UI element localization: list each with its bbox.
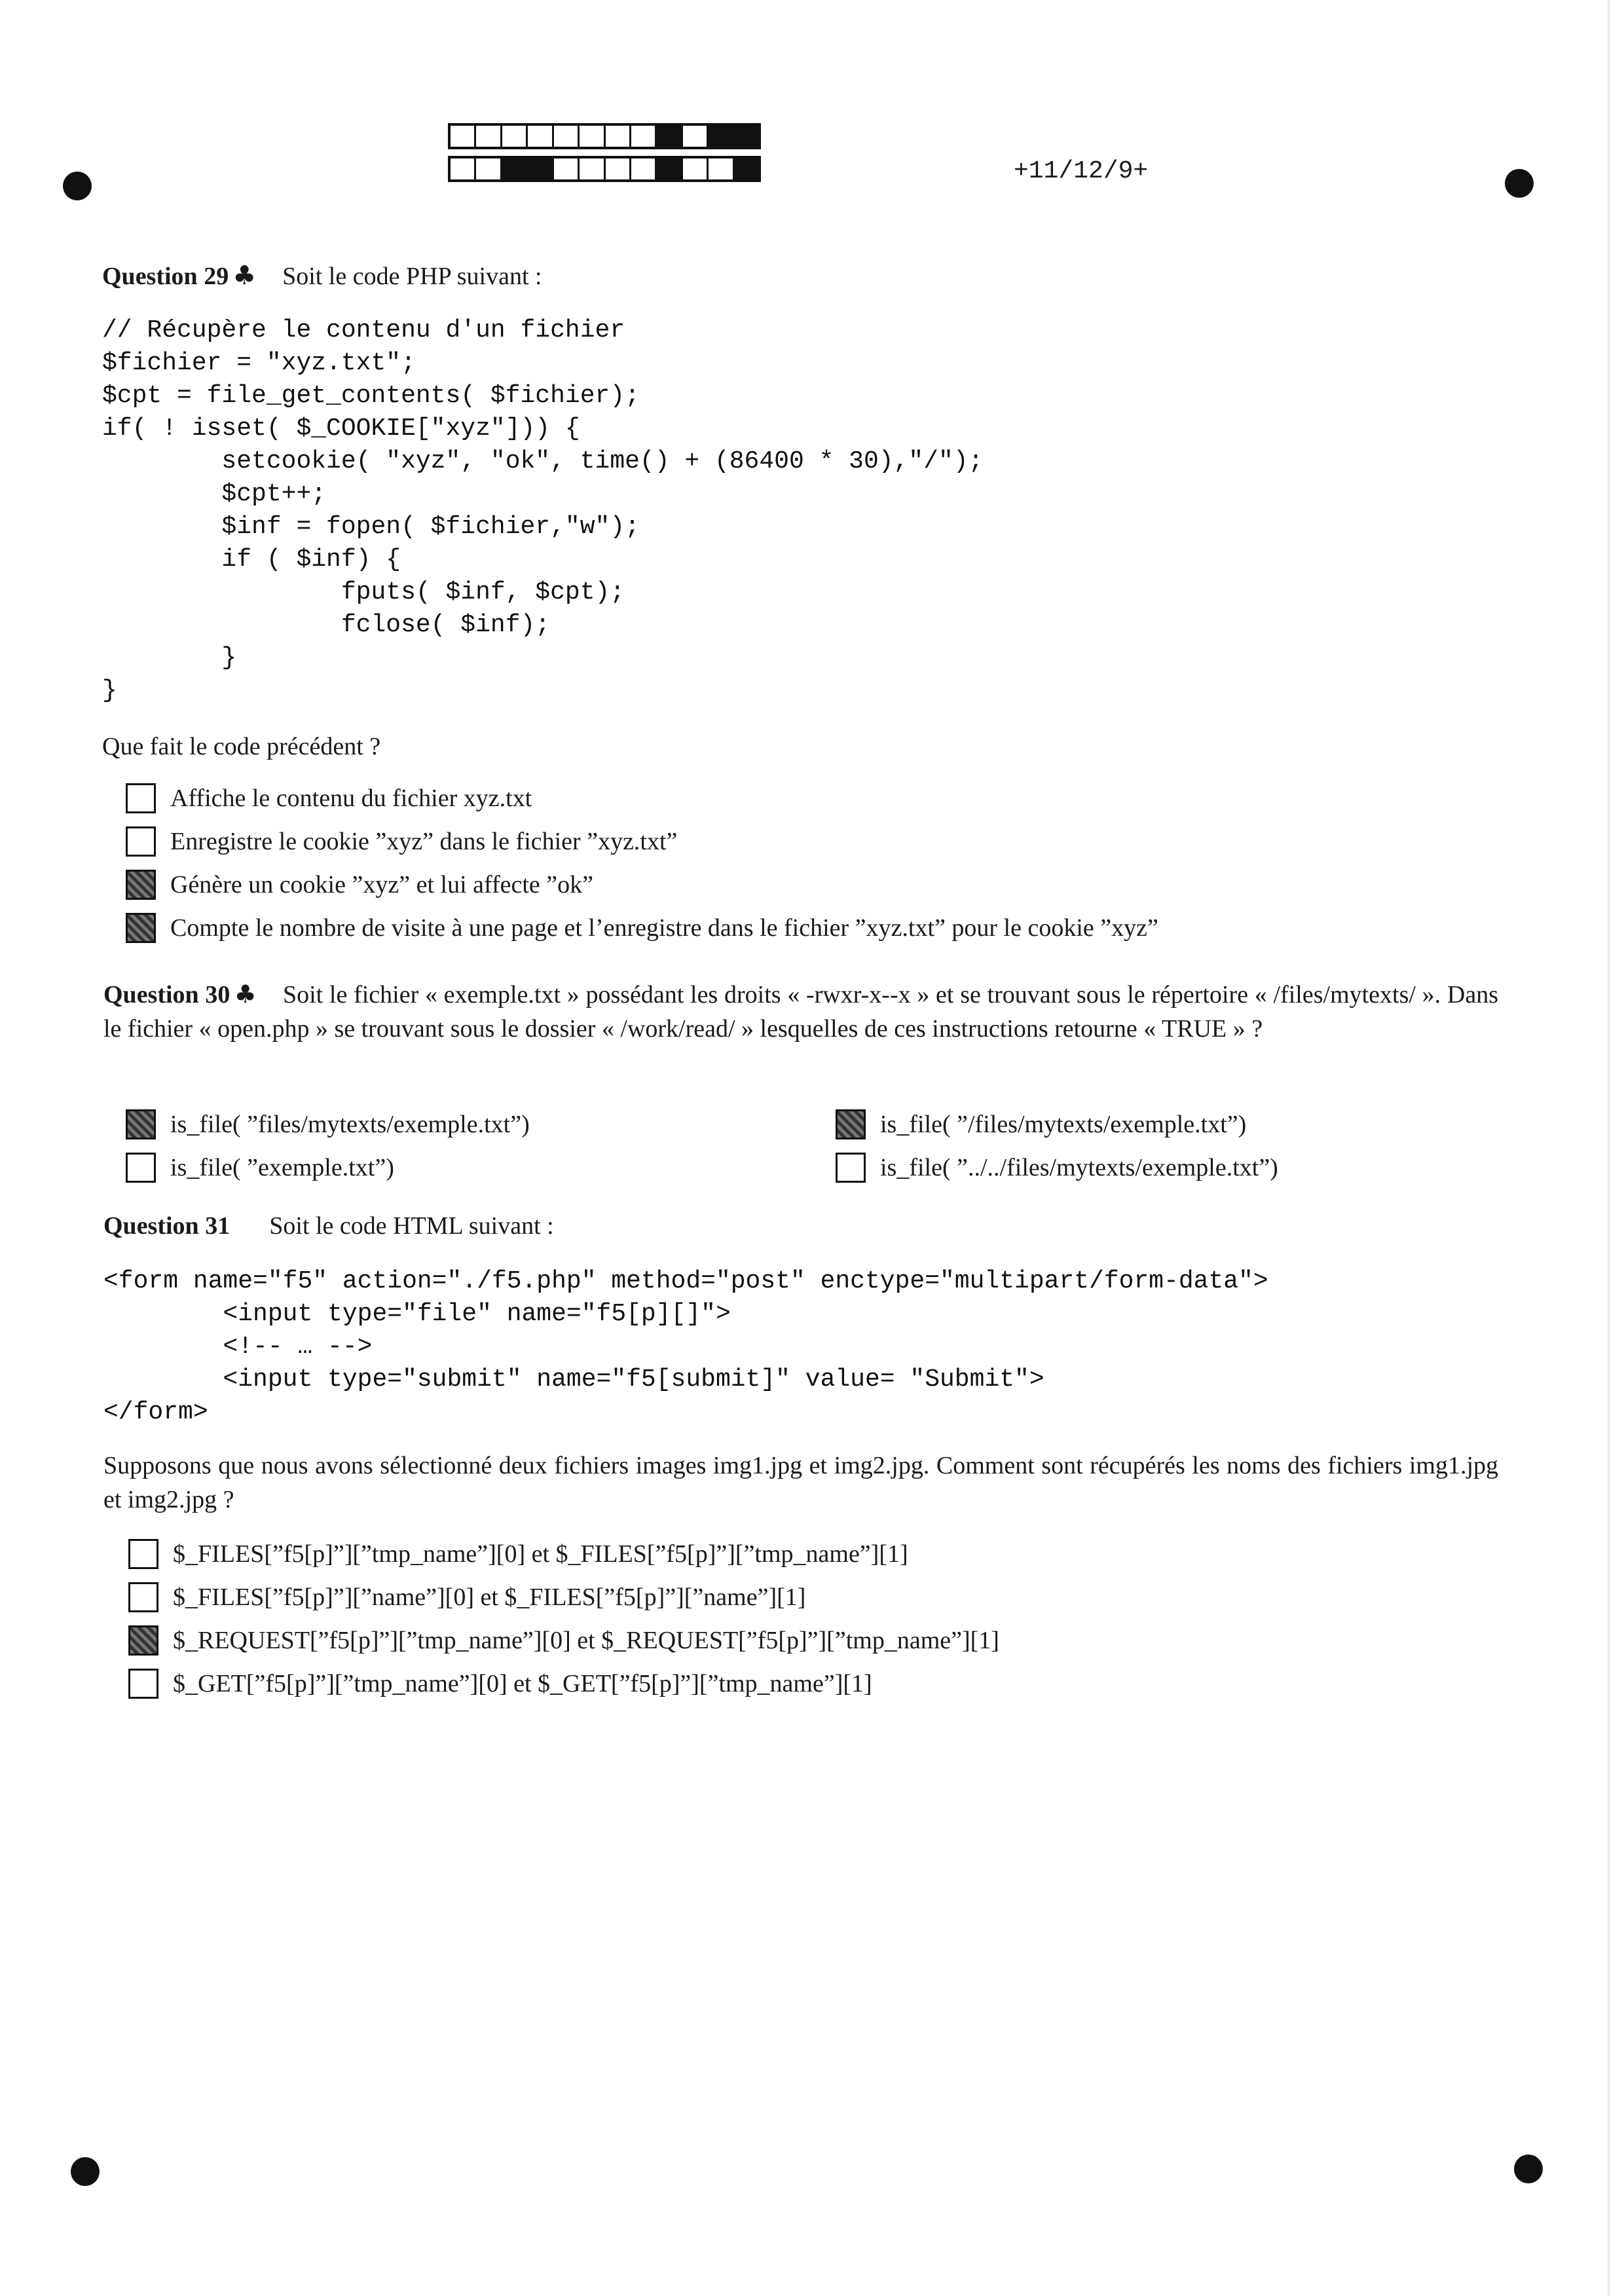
q29-answer-2[interactable] <box>126 826 677 857</box>
barcode-cell <box>606 158 631 179</box>
q29-answer-1[interactable] <box>126 783 532 813</box>
barcode-top-row <box>448 123 761 149</box>
checkbox[interactable] <box>126 913 156 943</box>
club-icon: ♣ <box>232 261 257 291</box>
barcode-cell <box>528 158 553 179</box>
q31-answer-1[interactable] <box>128 1539 908 1569</box>
checkbox[interactable] <box>128 1669 158 1699</box>
checkbox[interactable] <box>126 1153 156 1183</box>
question-30-intro: Soit le fichier « exemple.txt » possédant les droits « -rwxr-x--x » et se trouvant sous le répertoire « /files/mytexts/ ». Dans le fichier « open.php » se trouvant sous le dossier « /work/read/ » lesquelles de ces instructions retourne « TRUE » ? <box>103 981 1498 1043</box>
question-29-prompt: Que fait le code précédent ? <box>102 733 381 760</box>
answer-label: $_FILES[”f5[p]”][”tmp_name”][0] et $_FILES[”f5[p]”][”tmp_name”][1] <box>173 1540 908 1568</box>
barcode-cell <box>502 158 528 179</box>
barcode-cell <box>657 158 682 179</box>
answer-label: is_file( ”/files/mytexts/exemple.txt”) <box>880 1111 1247 1138</box>
answer-label: is_file( ”files/mytexts/exemple.txt”) <box>170 1111 530 1138</box>
checkbox[interactable] <box>836 1109 866 1139</box>
checkbox[interactable] <box>126 783 156 813</box>
answer-label: Génère un cookie ”xyz” et lui affecte ”ok” <box>170 871 593 898</box>
barcode-cell <box>735 126 758 147</box>
answer-label: $_REQUEST[”f5[p]”][”tmp_name”][0] et $_REQUEST[”f5[p]”][”tmp_name”][1] <box>173 1627 999 1654</box>
answer-label: Compte le nombre de visite à une page et l’enregistre dans le fichier ”xyz.txt” pour le cookie ”xyz” <box>170 914 1158 942</box>
q29-answer-3[interactable] <box>126 870 593 900</box>
barcode-cell <box>657 126 682 147</box>
question-31-prompt: Supposons que nous avons sélectionné deux fichiers images img1.jpg et img2.jpg. Comment sont récupérés les noms des fichiers img1.jpg et img2.jpg ? <box>103 1452 1498 1513</box>
registration-dot-bottom-left <box>71 2157 100 2186</box>
barcode-cell <box>709 126 734 147</box>
answer-label: $_FILES[”f5[p]”][”name”][0] et $_FILES[”f5[p]”][”name”][1] <box>173 1583 806 1611</box>
barcode-cell <box>580 126 605 147</box>
html-code-block: <form name="f5" action="./f5.php" method="post" enctype="multipart/form-data"> <input type="file" name="f5[p][]"> <!-- … --> <input type="submit" name="f5[submit]" value= "Submit"> </form> <box>103 1267 1268 1426</box>
registration-dot-top-right <box>1505 169 1534 198</box>
barcode-cell <box>735 158 758 179</box>
answer-label: Enregistre le cookie ”xyz” dans le fichier ”xyz.txt” <box>170 828 678 855</box>
club-icon: ♣ <box>234 980 257 1009</box>
checkbox[interactable] <box>126 826 156 857</box>
registration-dot-top-left <box>63 172 92 200</box>
q29-answer-4[interactable] <box>126 913 1158 943</box>
barcode-cell <box>683 158 709 179</box>
barcode-cell <box>476 158 502 179</box>
barcode-cell <box>451 158 476 179</box>
registration-dot-bottom-right <box>1514 2155 1543 2183</box>
q31-answer-4[interactable] <box>128 1669 872 1699</box>
answer-label: $_GET[”f5[p]”][”tmp_name”][0] et $_GET[”f5[p]”][”tmp_name”][1] <box>173 1670 872 1697</box>
barcode-cell <box>631 158 657 179</box>
barcode-cell <box>580 158 605 179</box>
barcode-cell <box>606 126 631 147</box>
q30-answer-4[interactable] <box>836 1153 1278 1183</box>
php-code-block: // Récupère le contenu d'un fichier $fichier = "xyz.txt"; $cpt = file_get_contents( $fichier); if( ! isset( $_COOKIE["xyz"])) { setcookie( "xyz", "ok", time() + (86400 * 30),"/"); $cpt++; $inf = fopen( $fichier,"w"); if ( $inf) { fputs( $inf, $cpt); fclose( $inf); } } <box>102 316 984 705</box>
q30-answer-1[interactable] <box>126 1109 530 1139</box>
barcode-cell <box>554 126 580 147</box>
barcode-cell <box>528 126 553 147</box>
page-code: +11/12/9+ <box>1014 157 1149 185</box>
barcode-bottom-row <box>448 156 761 182</box>
question-31-heading <box>103 1212 554 1240</box>
question-31-title: Question 31 <box>103 1212 231 1240</box>
checkbox[interactable] <box>128 1582 158 1612</box>
checkbox[interactable] <box>128 1625 158 1656</box>
question-29-heading <box>102 261 542 291</box>
question-30-heading <box>103 977 1498 1046</box>
checkbox[interactable] <box>836 1153 866 1183</box>
q31-answer-3[interactable] <box>128 1625 999 1656</box>
checkbox[interactable] <box>126 1109 156 1139</box>
question-31-intro: Soit le code HTML suivant : <box>269 1212 554 1240</box>
barcode-cell <box>631 126 657 147</box>
q30-answer-3[interactable] <box>126 1153 394 1183</box>
barcode-cell <box>709 158 734 179</box>
answer-label: Affiche le contenu du fichier xyz.txt <box>170 785 532 812</box>
answer-label: is_file( ”exemple.txt”) <box>170 1154 394 1181</box>
q31-answer-2[interactable] <box>128 1582 805 1612</box>
barcode-cell <box>683 126 709 147</box>
question-30-title: Question 30 <box>103 981 231 1009</box>
question-29-title: Question 29 <box>102 263 229 290</box>
barcode-cell <box>502 126 528 147</box>
barcode-cell <box>554 158 580 179</box>
q30-answer-2[interactable] <box>836 1109 1246 1139</box>
question-29-intro: Soit le code PHP suivant : <box>282 263 542 290</box>
barcode-cell <box>476 126 502 147</box>
checkbox[interactable] <box>126 870 156 900</box>
barcode-cell <box>451 126 476 147</box>
answer-label: is_file( ”../../files/mytexts/exemple.txt”) <box>880 1154 1278 1181</box>
checkbox[interactable] <box>128 1539 158 1569</box>
scan-edge-line <box>1608 0 1610 2296</box>
